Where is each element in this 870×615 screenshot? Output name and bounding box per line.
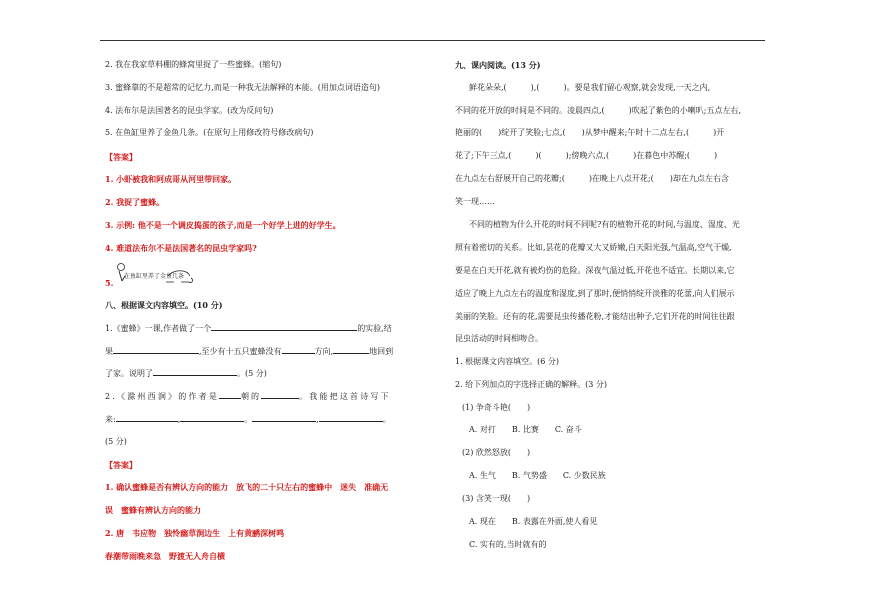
reading-question-2: 2. 给下列加点的字选择正确的解释。(3 分) [455,380,608,389]
answer-2: 2. 我捉了蜜蜂。 [105,197,165,207]
s8-q1-line3 [105,367,267,380]
s8-q1-text-c: 果 [105,347,113,356]
passage-2-line: 不同的植物为什么开花的时间不同呢?有的植物开花的时间,与温度、湿度、光 [469,220,740,229]
answer-4: 4. 难道法布尔不是法国著名的昆虫学家吗? [105,243,257,253]
s8-q2-sep: 。 [244,415,253,424]
s8-q2-sep: 。 [382,415,391,424]
answer-label: 【答案】 [105,152,137,162]
sub-question-1-options: A. 对打 B. 比赛 C. 奋斗 [469,425,582,434]
passage-1-line: 不同的花开放的时间是不同的。凌晨四点,( )吹起了紫色的小喇叭;五点左右, [455,106,742,115]
s8-q2-text-c: 。我能把这首诗写下 [299,392,391,401]
passage-2-line: 适应了晚上九点左右的温度和湿度,到了那时,便悄悄绽开淡雅的花蕾,向人们展示 [455,289,735,298]
s8-q2-line2 [105,413,391,426]
passage-2-line: 昆虫活动的时间相吻合。 [455,334,543,343]
s8-q2-text-b: 朝的 [241,392,262,401]
sub-question-3: (3) 含笑一现( ) [462,494,531,503]
blank[interactable] [261,390,299,399]
s8-q2-sep: , [177,415,181,424]
s8-q2-text-a: 2.《滁州西涧》的作者是 [105,392,220,401]
question-2: 2. 我在我家草料棚的蜂窝里捉了一些蜜蜂。(缩句) [105,60,282,69]
header-rule [100,40,765,41]
s8-q2-text-d: 来: [105,415,116,424]
section-8-title: 八、根据课文内容填空。(10 分) [105,300,223,310]
answer-5-number: 5. [105,278,114,288]
question-3: 3. 蜜蜂靠的不是超常的记忆力,而是一种我无法解释的本能。(用加点词语造句) [105,83,380,92]
answer-8-1a: 1. 确认蜜蜂是否有辨认方向的能力 放飞的二十只左右的蜜蜂中 迷失 准确无 [105,482,389,492]
blank[interactable] [252,413,316,422]
sub-question-1: (1) 争奇斗艳( ) [462,403,531,412]
section-9-title: 九、课内阅读。(13 分) [455,60,541,70]
passage-2-line: 要是在白天开花,就有被灼伤的危险。深夜气温过低,开花也不适宜。长期以来,它 [455,266,735,275]
s8-q1-line2 [105,345,393,358]
answer-1: 1. 小虾被我和阿成哥从河里带回家。 [105,174,237,184]
sub-question-2: (2) 欣然怒放( ) [462,448,531,457]
sub-question-3-options: A. 现在 B. 表露在外面,使人看见 [469,517,598,526]
answer-8-3: 春潮带雨晚来急 野渡无人舟自横 [105,551,225,561]
s8-q1-text-g: 了家。说明了 [105,369,153,378]
blank[interactable] [282,345,315,354]
blank[interactable] [211,322,357,331]
answer-3: 3. 示例: 他不是一个调皮捣蛋的孩子,而是一个好学上进的好学生。 [105,220,341,230]
blank[interactable] [177,413,244,424]
sub-question-2-options: A. 生气 B. 气势盛 C. 少数民族 [469,471,606,480]
blank[interactable] [319,413,383,422]
s8-q1-text-b: 的实验,结 [357,324,392,333]
s8-q1-text-h: 。(5 分) [237,369,267,378]
passage-1-line: 笑一现…… [455,197,495,206]
s8-q1-line1 [105,322,392,335]
passage-2-line: 美丽的笑脸。还有的花,需要昆虫传播花粉,才能结出种子,它们开花的时间往往跟 [455,312,735,321]
answer-8-1b: 误 蜜蜂有辨认方向的能力 [105,505,201,515]
s8-q2-points: (5 分) [105,437,127,446]
blank[interactable] [153,367,237,376]
passage-1-line: 在九点左右舒展开自己的花瓣;( )在晚上八点开花;( )却在九点左右含 [455,174,729,183]
passage-1-line: 鲜花朵朵,( ),( )。要是我们留心观察,就会发现,一天之内, [469,83,711,92]
passage-1-line: 花了;下午三点,( )( );傍晚六点,( )在暮色中苏醒;( ) [455,151,718,160]
passage-2-line: 照有着密切的关系。比如,昙花的花瓣又大又娇嫩,白天阳光强,气温高,空气干燥, [455,243,732,252]
answer-5-correction-image [116,262,206,286]
blank[interactable] [333,345,369,354]
s8-q2-sep: , [316,415,319,424]
answer-5-sentence: 在鱼缸里养了金鱼几条 [124,273,185,280]
s8-q1-text-e: 方向, [314,347,334,356]
s8-q1-text-d: ,至少有十五只蜜蜂没有 [199,347,282,356]
blank[interactable] [219,390,241,399]
sub-question-3-option-c: C. 实有的,当时就有的 [469,540,547,549]
answer-label: 【答案】 [105,460,137,470]
reading-question-1: 1. 根据课文内容填空。(6 分) [455,357,560,366]
blank[interactable] [113,345,199,354]
blank[interactable] [116,413,178,422]
s8-q2-line1 [105,390,391,403]
question-4: 4. 法布尔是法国著名的昆虫学家。(改为反问句) [105,106,274,115]
answer-8-2: 2. 唐 韦应物 独怜幽草涧边生 上有黄鹂深树鸣 [105,528,285,538]
passage-1-line: 艳丽的( )绽开了笑脸;七点,( )从梦中醒来;午时十二点左右,( )开 [455,128,725,137]
s8-q1-text-f: 地回到 [369,347,394,356]
question-5: 5. 在鱼缸里养了金鱼几条。(在原句上用修改符号修改病句) [105,128,314,137]
s8-q1-text-a: 1.《蜜蜂》一课,作者做了一个 [105,324,212,333]
